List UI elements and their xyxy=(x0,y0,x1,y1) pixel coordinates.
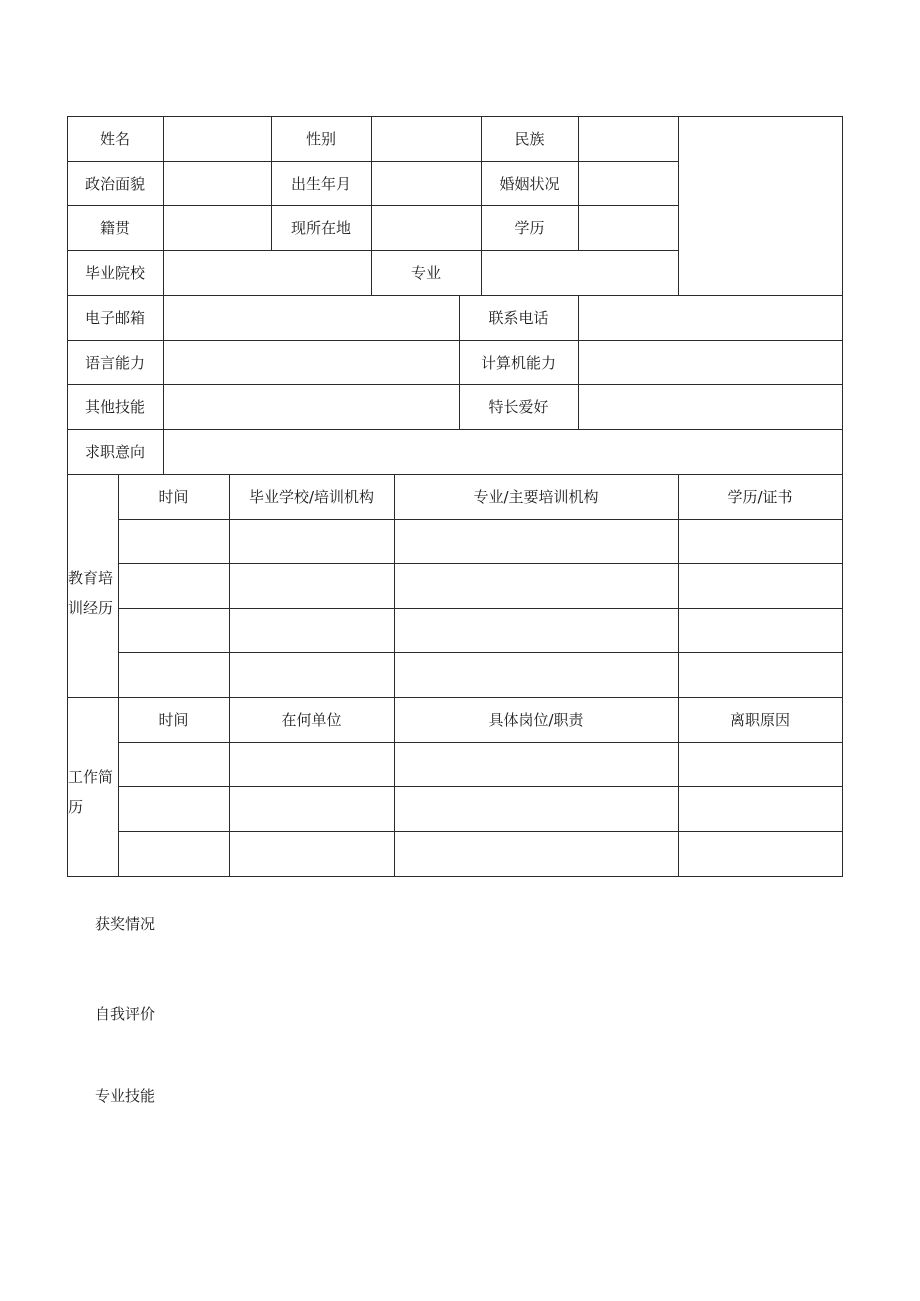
other-skills-field[interactable] xyxy=(164,385,459,429)
work-cell[interactable] xyxy=(230,787,394,831)
gender-field[interactable] xyxy=(372,117,481,161)
work-cell[interactable] xyxy=(119,832,229,876)
phone-field[interactable] xyxy=(579,296,842,340)
education-header-school: 毕业学校/培训机构 xyxy=(248,488,375,506)
work-header-leave-reason: 离职原因 xyxy=(729,711,790,729)
work-header-time: 时间 xyxy=(158,711,189,729)
job-intention-field[interactable] xyxy=(164,430,842,474)
education-cell[interactable] xyxy=(679,564,842,608)
work-cell[interactable] xyxy=(119,787,229,831)
label-school: 毕业院校 xyxy=(84,264,145,282)
label-name: 姓名 xyxy=(99,130,130,148)
education-cell[interactable] xyxy=(679,520,842,563)
current-location-field[interactable] xyxy=(372,206,481,250)
label-native-place: 籍贯 xyxy=(99,219,130,237)
label-phone: 联系电话 xyxy=(488,309,549,327)
label-job-intention: 求职意向 xyxy=(84,443,145,461)
table-line xyxy=(842,116,843,877)
awards-heading: 获奖情况 xyxy=(95,915,156,933)
work-cell[interactable] xyxy=(395,832,678,876)
political-status-field[interactable] xyxy=(164,162,271,205)
education-cell[interactable] xyxy=(679,653,842,697)
label-computer-ability: 计算机能力 xyxy=(480,353,556,372)
label-political-status: 政治面貌 xyxy=(84,174,145,193)
native-place-field[interactable] xyxy=(164,206,271,250)
education-cell[interactable] xyxy=(395,609,678,652)
education-cell[interactable] xyxy=(230,609,394,652)
hobbies-field[interactable] xyxy=(579,385,842,429)
education-cell[interactable] xyxy=(230,520,394,563)
label-email: 电子邮箱 xyxy=(84,309,145,327)
ethnicity-field[interactable] xyxy=(579,117,678,161)
language-ability-field[interactable] xyxy=(164,341,459,384)
table-line xyxy=(67,876,843,877)
label-degree: 学历 xyxy=(514,219,545,237)
work-cell[interactable] xyxy=(230,832,394,876)
education-header-certificate: 学历/证书 xyxy=(727,488,793,506)
education-cell[interactable] xyxy=(395,653,678,697)
self-evaluation-heading: 自我评价 xyxy=(95,1005,156,1023)
work-cell[interactable] xyxy=(679,787,842,831)
label-hobbies: 特长爱好 xyxy=(488,398,549,416)
education-cell[interactable] xyxy=(119,520,229,563)
education-cell[interactable] xyxy=(230,564,394,608)
education-cell[interactable] xyxy=(679,609,842,652)
work-cell[interactable] xyxy=(395,787,678,831)
school-field[interactable] xyxy=(164,251,371,295)
education-cell[interactable] xyxy=(119,564,229,608)
degree-field[interactable] xyxy=(579,206,678,250)
major-field[interactable] xyxy=(482,251,678,295)
label-other-skills: 其他技能 xyxy=(84,398,145,416)
label-language-ability: 语言能力 xyxy=(84,353,145,372)
work-cell[interactable] xyxy=(395,743,678,786)
label-current-location: 现所在地 xyxy=(290,219,351,237)
marital-status-field[interactable] xyxy=(579,162,678,205)
work-section-label: 工作简历 xyxy=(68,768,114,816)
education-cell[interactable] xyxy=(119,653,229,697)
birth-date-field[interactable] xyxy=(372,162,481,205)
education-cell[interactable] xyxy=(395,564,678,608)
work-cell[interactable] xyxy=(230,743,394,786)
work-cell[interactable] xyxy=(679,832,842,876)
label-ethnicity: 民族 xyxy=(514,130,545,148)
label-gender: 性别 xyxy=(305,130,336,148)
professional-skills-heading: 专业技能 xyxy=(95,1087,156,1105)
work-cell[interactable] xyxy=(679,743,842,786)
education-cell[interactable] xyxy=(395,520,678,563)
work-cell[interactable] xyxy=(119,743,229,786)
work-header-position: 具体岗位/职责 xyxy=(488,711,584,729)
education-cell[interactable] xyxy=(230,653,394,697)
photo-field[interactable] xyxy=(679,117,842,295)
email-field[interactable] xyxy=(164,296,459,340)
education-header-time: 时间 xyxy=(158,488,189,506)
education-section-label: 教育培训经历 xyxy=(68,569,114,617)
computer-ability-field[interactable] xyxy=(579,341,842,384)
education-cell[interactable] xyxy=(119,609,229,652)
name-field[interactable] xyxy=(164,117,271,161)
work-header-company: 在何单位 xyxy=(281,711,342,729)
label-major: 专业 xyxy=(410,264,441,282)
education-header-major: 专业/主要培训机构 xyxy=(473,488,599,506)
label-birth-date: 出生年月 xyxy=(290,174,351,193)
label-marital-status: 婚姻状况 xyxy=(499,174,560,193)
